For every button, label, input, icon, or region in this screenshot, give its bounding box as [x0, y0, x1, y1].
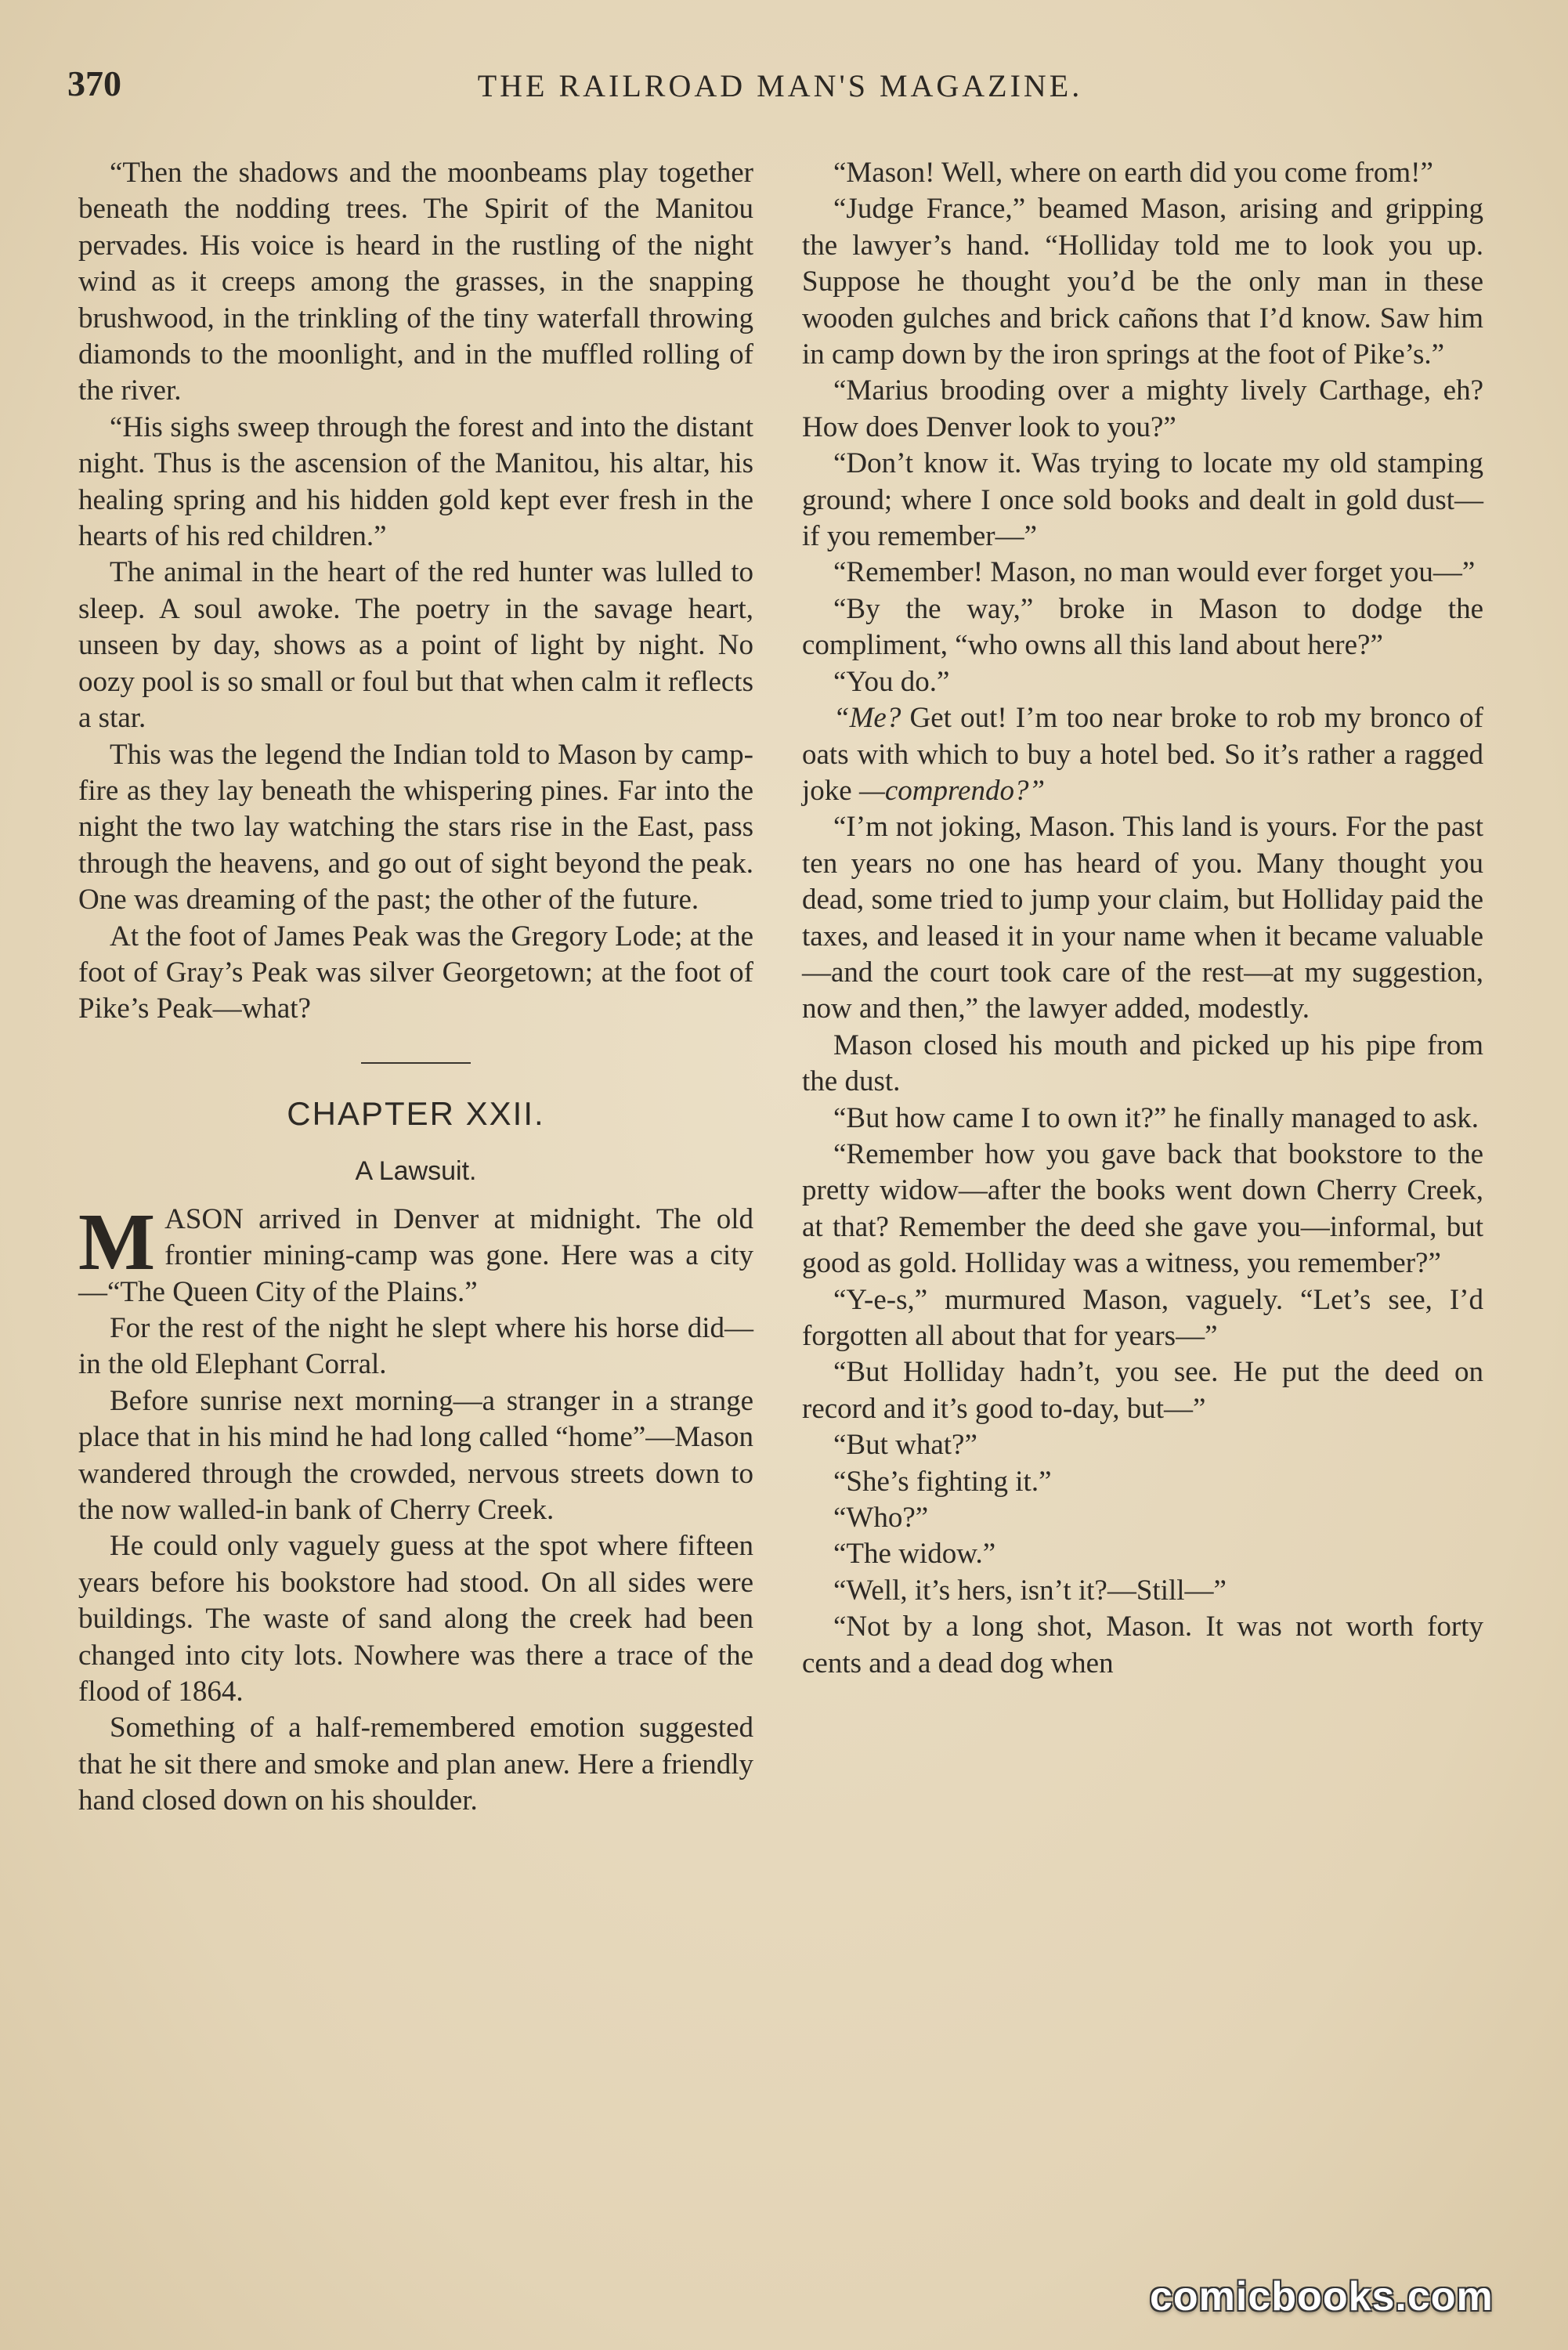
paragraph: “Remember! Mason, no man would ever forget you—”: [833, 556, 1476, 589]
chapter-opening-text: ASON arrived in Denver at midnight. The old frontier mining-camp was gone. Here was a city—“The Queen City of the Plains.”: [78, 1202, 753, 1308]
chapter-subtitle: A Lawsuit.: [355, 1155, 477, 1186]
paragraph: “Judge France,” beamed Mason, arising and gripping the lawyer’s hand. “Holliday told me to look you up. Suppose he thought you’d be the only man in these wooden gulches and brick cañons that I’d know. Saw him in camp down by the iron springs at the foot of Pike’s.”: [802, 193, 1483, 371]
magazine-title: THE RAILROAD MAN'S MAGAZINE.: [477, 68, 1083, 103]
paragraph: Before sunrise next morning—a stranger in a strange place that in his mind he had long called “home”—Mason wandered through the crowded, nervous streets down to the now walled-in bank of Cherry Creek.: [78, 1384, 753, 1526]
paragraph: “Mason! Well, where on earth did you come from!”: [833, 157, 1433, 189]
paragraph: “The widow.”: [833, 1538, 996, 1571]
paragraph: “Then the shadows and the moonbeams play together beneath the nodding trees. The Spirit of the Manitou pervades. His voice is heard in the rustling of the night wind as it creeps among the grasses, in the snapping brushwood, in the trinkling of the tiny waterfall throwing diamonds to the moonlight, and in the muffled rolling of the river.: [78, 157, 753, 407]
paragraph: [802, 700, 1483, 809]
paragraph: Something of a half-remembered emotion suggested that he sit there and smoke and plan anew. Here a friendly hand closed down on his shoulder.: [78, 1712, 753, 1817]
chapter-opening-paragraph: [78, 1196, 753, 1311]
paragraph-text: Get out! I’m too near broke to rob my bronco of oats with which to buy a hotel bed. So it’s rather a ragged joke: [802, 702, 1483, 807]
watermark-logo: comicbooks.com: [1150, 2274, 1494, 2319]
paragraph: “Marius brooding over a mighty lively Carthage, eh? How does Denver look to you?”: [802, 374, 1483, 443]
italic-text: “Me?: [833, 702, 901, 735]
paragraph: This was the legend the Indian told to Mason by camp-fire as they lay beneath the whispering pines. Far into the night the two lay watching the stars rise in the East, pass through the heavens, and go out of sight beyond the peak. One was dreaming of the past; the other of the future.: [78, 738, 753, 916]
paragraph: “She’s fighting it.”: [833, 1465, 1052, 1498]
paragraph: “Who?”: [833, 1502, 929, 1535]
section-divider: [361, 1062, 471, 1064]
paragraph: “Well, it’s hers, isn’t it?—Still—”: [833, 1574, 1227, 1607]
right-column: [802, 155, 1483, 1682]
italic-text: —comprendo?”: [858, 774, 1046, 807]
paragraph: “But how came I to own it?” he finally managed to ask.: [833, 1101, 1479, 1134]
paragraph: “But what?”: [833, 1429, 977, 1462]
page-header: [67, 63, 1493, 118]
left-column: [78, 155, 753, 1820]
paragraph: “Not by a long shot, Mason. It was not worth forty cents and a dead dog when: [802, 1611, 1483, 1679]
chapter-title: CHAPTER XXII.: [287, 1094, 545, 1132]
paragraph: “You do.”: [833, 665, 950, 698]
paragraph: Mason closed his mouth and picked up his pipe from the dust.: [802, 1029, 1483, 1098]
paragraph: “Don’t know it. Was trying to locate my old stamping ground; where I once sold books and dealt in gold dust—if you remember—”: [802, 447, 1483, 553]
paragraph: “His sighs sweep through the forest and into the distant night. Thus is the ascension of the Manitou, his altar, his healing spring and his hidden gold kept ever fresh in the hearts of his red children.”: [78, 410, 753, 553]
page-number: 370: [67, 63, 121, 103]
paragraph: “Remember how you gave back that bookstore to the pretty widow—after the books went down Cherry Creek, at that? Remember the deed she gave you—informal, but good as gold. Holliday was a witness, you remember?”: [802, 1137, 1483, 1280]
paragraph: For the rest of the night he slept where his horse did—in the old Elephant Corral.: [78, 1311, 753, 1381]
paragraph: “By the way,” broke in Mason to dodge the compliment, “who owns all this land about here?”: [802, 592, 1483, 662]
paragraph: He could only vaguely guess at the spot where fifteen years before his bookstore had stood. On all sides were buildings. The waste of sand along the creek had been changed into city lots. Nowhere was there a trace of the flood of 1864.: [78, 1530, 753, 1708]
paragraph: The animal in the heart of the red hunter was lulled to sleep. A soul awoke. The poetry in the savage heart, unseen by day, shows as a point of light by night. No oozy pool is so small or foul but that when calm it reflects a star.: [78, 556, 753, 735]
paragraph: At the foot of James Peak was the Gregory Lode; at the foot of Gray’s Peak was silver Georgetown; at the foot of Pike’s Peak—what?: [78, 920, 753, 1025]
drop-cap: M: [78, 1196, 156, 1287]
paragraph: “I’m not joking, Mason. This land is yours. For the past ten years no one has heard of you. Many thought you dead, some tried to jump your claim, but Holliday paid the taxes, and leased it in your name when it became valuable—and the court took care of the rest—at my suggestion, now and then,” the lawyer added, modestly.: [802, 811, 1483, 1025]
paragraph: “Y-e-s,” murmured Mason, vaguely. “Let’s see, I’d forgotten all about that for years—”: [802, 1283, 1483, 1352]
paragraph: “But Holliday hadn’t, you see. He put the deed on record and it’s good to-day, but—”: [802, 1356, 1483, 1425]
